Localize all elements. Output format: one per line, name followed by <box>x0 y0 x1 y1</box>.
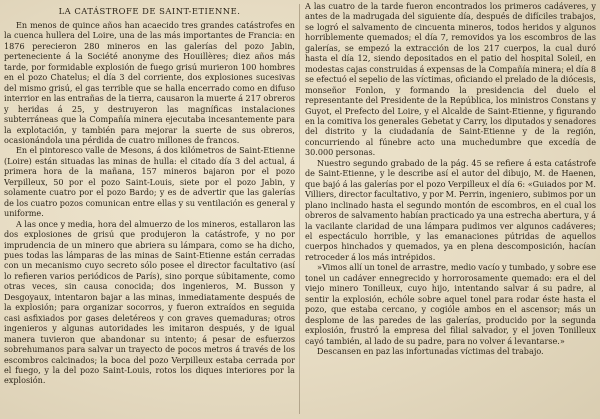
paragraph: En menos de quince años han acaecido tres grandes catástrofes en la cuenca hullera del Loire, una de las más importantes de Francia: en 1876 perecieron 280 mineros en las galerías del pozo Jabin, perteneciente á la Société anonyme des Houillères; diez años más tarde, por formidable explosión de fuego grisú murieron 100 hombres en el pozo Chatelus; el día 3 del corriente, dos explosiones sucesivas del mismo grisú, el gas terrible que se halla encerrado como en difuso interrior en las entrañas de la tierra, causaron la muerte á 217 obreros y heridas á 25, y destruyeron las magníficas instalaciones subterráneas que la Compañía minera ejecutaba incesantemente para la explotación, y también para mejorar la suerte de sus obreros, ocasionándola una pérdida de cuatro millones de francos. <box>4 20 295 145</box>
paragraph: A las once y media, hora del almuerzo de los mineros, estallaron las dos explosiones de grisú que produjeron la catástrofe, y no por imprudencia de un minero que abriera su lámpara, como se ha dicho, pues todas las lámparas de las minas de Saint-Etienne están cerradas con un mecanismo cuyo secreto sólo posee el director facultativo (así lo refieren varios periódicos de París), sino porque súbitamente, como otras veces, sin causa conocida; dos ingenieros, M. Busson y Desgoyaux, intentaron bajar a las minas, inmediatamente después de la explosión; para organizar socorros, y fueron extraídos en seguida casi asfixiados por gases deletéreos y con graves quemaduras; otros ingenieros y algunas autoridades les imitaron después, y de igual manera tuvieron que abandonar su intento; á pesar de esfuerzos sobrehumanos para salvar un trayecto de pocos metros á través de los escombros calcinados; la boca del pozo Verpilleux estaba cerrada por el fuego, y la del pozo Saint-Louis, rotos los diques interiores por la explosión. <box>4 218 295 386</box>
paragraph: En el pintoresco valle de Mesons, á dos kilómetros de Saint-Etienne (Loire) están situadas las minas de hulla: el citado día 3 del actual, á primera hora de la mañana, 157 mineros bajaron por el pozo Verpilleux, 50 por el pozo Saint-Louis, siete por el pozo Jabin, y solamente cuatro por el pozo Bardo; y es de advertir que las galerías de los cuatro pozos comunican entre ellas y su ventilación es general y uniforme. <box>4 145 295 219</box>
paragraph: A las cuatro de la tarde fueron encontrados los primeros cadáveres, y antes de la madrugada del siguiente día, después de difíciles trabajos, se logró el salvamento de cincuenta mineros, todos heridos y algunos horriblemente quemados; el día 7, removidos ya los escombros de las galerías, se empezó la extracción de los 217 cuerpos, la cual duró hasta el día 12, siendo depositados en el patio del hospital Soleil, en modestas cajas construidas á expensas de la Compañía minera; el día 8 se efectuó el sepelio de las víctimas, oficiando el prelado de la diócesis, monseñor Fonlon, y formando la presidencia del duelo el representante del Presidente de la República, los ministros Constans y Guyot, el Prefecto del Loire, y el Alcalde de Saint-Etienne, y figurando en la comitiva los generales Gebetat y Carry, los diputados y senadores del distrito y la ciudadanía de Saint-Etienne y de la región, concurriendo al fúnebre acto una muchedumbre que excedía de 30.000 personas. <box>305 1 596 158</box>
paragraph: Descansen en paz las infortunadas víctimas del trabajo. <box>317 345 544 356</box>
paragraph: Nuestro segundo grabado de la pág. 45 se refiere á esta catástrofe de Saint-Etienne, y le describe así el autor del dibujo, M. de Haenen, que bajó á las galerías por el pozo Verpilleux el día 6: «Guiados por M. Villiers, director facultativo, y por M. Perrin, ingeniero, subimos por un plano inclinado hasta el segundo montón de escombros, en el cual los obreros de salvamento habían practicado ya una estrecha abertura, y á la vacilante claridad de una lámpara pudimos ver algunos cadáveres; el espectáculo horrible, y las emanaciones pútridas de aquellos cuerpos hinchados y quemados, ya en plena descomposición, hacían retroceder á los más intrépidos. <box>305 157 596 262</box>
paragraph: »Vimos allí un tonel de arrastre, medio vacío y tumbado, y sobre ese tonel un cadáver ennegrecido y horrorosamente quemado: era el del viejo minero Tonilleux, cuyo hijo, intentando salvar á su padre, al sentir la explosión, echóle sobre aquel tonel para rodar éste hasta el pozo, que estaba cercano, y cogióle ambos en el ascensor; más un desplome de las paredes de las galerías, producido por la segunda explosión, frustró la empresa del filial salvador, y el joven Tonilleux cayó también, al lado de su padre, para no volver á levantarse.» <box>305 262 596 346</box>
column-divider <box>299 4 300 414</box>
right-column <box>305 0 596 419</box>
left-column <box>4 0 295 419</box>
article-title: LA CATÁSTROFE DE SAINT-ETIENNE. <box>58 6 241 16</box>
